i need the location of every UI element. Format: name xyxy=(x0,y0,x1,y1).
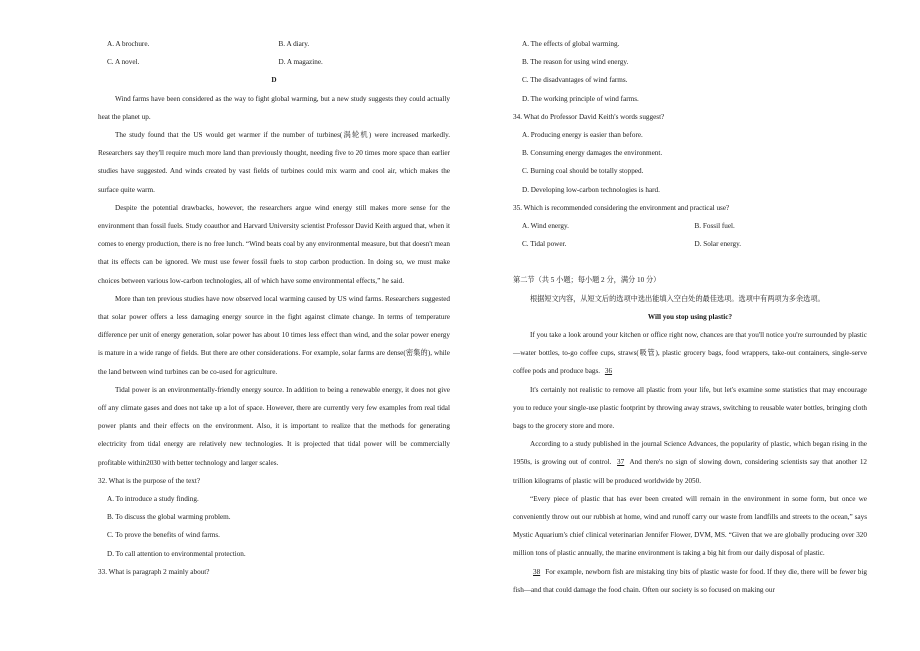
passage-paragraph-1: Wind farms have been considered as the way to fight global warming, but a new study suggests they could actually heat the planet up. xyxy=(98,94,450,121)
q31-options-row-2 xyxy=(98,53,450,71)
passage-paragraph-3: Despite the potential drawbacks, however, the researchers argue wind energy still makes more sense for the environment than fossil fuels. Study coauthor and Harvard University scientist Professor David Keith argued that, when it comes to energy production, there is no free lunch. “Wind beats coal by any environmental measure, but that doesn't mean that its effects can be ignored. We must use fewer fossil fuels to stop carbon production. In doing so, we must make choices between various low-carbon technologies, all of which have some environmental effects,” he said. xyxy=(98,203,450,285)
q33-option-a: A. The effects of global warming. xyxy=(522,40,620,48)
blank-37: 37 xyxy=(617,458,625,467)
q32-option-a: A. To introduce a study finding. xyxy=(107,495,199,504)
passage-paragraph-4: More than ten previous studies have now observed local warming caused by US wind farms. Researchers suggested that solar power offers a less damaging energy source in the fight against climate change. In terms of temperature difference per unit of energy generation, solar power has about 10 times less effect than wind, and the solar power energy is mature in a wide range of fields. But there are other considerations. For example, solar farms are dense(密集的), while the land between wind turbines can be co-used for agriculture. xyxy=(98,294,450,376)
passage-label: D xyxy=(271,76,277,85)
question-33: 33. What is paragraph 2 mainly about? xyxy=(98,567,210,576)
q32-option-d: D. To call attention to environmental protection. xyxy=(107,549,246,558)
q32-option-b: B. To discuss the global warming problem. xyxy=(107,513,231,522)
plastic-paragraph-1: If you take a look around your kitchen or office right now, chances are that you'll notice you're surrounded by plastic—water bottles, to-go coffee cups, straws(吸管), plastic grocery bags, food wrappers, take-out containers, single-serve coffee pods and produce bags. 36 xyxy=(513,331,867,376)
q35-options-row-2 xyxy=(513,235,867,253)
passage-paragraph-2: The study found that the US would get warmer if the number of turbines(涡轮机) were increased markedly. Researchers say they'll require much more land than previously thought, needing five to 20 times more space than earlier studies have suggested. And winds created by vast fields of turbines could mix warm and cool air, which makes the surface quite warm. xyxy=(98,131,450,194)
q35-option-d: D. Solar energy. xyxy=(694,240,742,249)
option-c: C. A novel. xyxy=(107,58,140,67)
plastic-paragraph-2: It's certainly not realistic to remove all plastic from your life, but let's examine some statistics that may encourage you to reduce your single-use plastic footprint by throwing away straws, switching to reusable water bottles, bringing cloth bags to the grocery store and more. xyxy=(513,385,867,431)
q35-option-c: C. Tidal power. xyxy=(522,240,567,249)
q33-option-d: D. The working principle of wind farms. xyxy=(522,94,639,103)
q34-option-a: A. Producing energy is easier than before. xyxy=(522,131,643,140)
plastic-paragraph-5: 38 For example, newborn fish are mistaking tiny bits of plastic waste for food. If they die, there will be fewer big fish—and that could damage the food chain. Often our society is so focused on making our xyxy=(513,567,867,594)
question-32: 32. What is the purpose of the text? xyxy=(98,476,201,485)
option-b: B. A diary. xyxy=(278,40,310,48)
q35-option-a: A. Wind energy. xyxy=(522,222,569,231)
q35-option-b: B. Fossil fuel. xyxy=(694,222,735,231)
q33-option-b: B. The reason for using wind energy. xyxy=(522,58,629,67)
option-d: D. A magazine. xyxy=(278,58,323,67)
q35-options-row-1 xyxy=(513,217,867,235)
question-35: 35. Which is recommended considering the environment and practical use? xyxy=(513,203,730,212)
plastic-paragraph-4: “Every piece of plastic that has ever been created will remain in the environment in some form, but once we conveniently throw out our rubbish at home, wind and runoff carry our waste from landfills and streets to the ocean,” says Mystic Aquarium's chief clinical veterinarian Jennifer Flower, DVM, MS. “Given that we are globally producing over 320 million tons of plastic annually, the marine environment is taking a big hit from our daily disposal of plastic. xyxy=(513,494,867,558)
q31-options-row-1 xyxy=(98,35,450,53)
section-instruction: 根据短文内容，从短文后的选项中选出能填入空白处的最佳选项。选项中有两项为多余选项。 xyxy=(530,294,825,303)
passage-paragraph-5: Tidal power is an environmentally-friendly energy source. In addition to being a renewable energy, it does not give off any climate gases and does not take up a lot of space. However, there are currently very few examples from real tidal power plants and their effects on the environment. Also, it is important to realize that the methods for generating electricity from tidal energy are relatively new technologies. It is projected that tidal power will be commercially profitable within2030 with better technology and larger scales. xyxy=(98,385,450,467)
section-heading: 第二节（共 5 小题；每小题 2 分，满分 10 分） xyxy=(513,276,661,285)
right-column xyxy=(513,35,867,599)
left-column xyxy=(98,35,450,581)
plastic-paragraph-3: According to a study published in the journal Science Advances, the popularity of plastic, which began rising in the 1950s, is growing out of control. 37 And there's no sign of slowing down, considering scientists say that another 12 trillion kilograms of plastic will be produced worldwide by 2050. xyxy=(513,440,868,485)
q34-option-c: C. Burning coal should be totally stopped. xyxy=(522,167,644,176)
q34-option-d: D. Developing low-carbon technologies is hard. xyxy=(522,185,660,194)
q32-option-c: C. To prove the benefits of wind farms. xyxy=(107,531,220,540)
question-34: 34. What do Professor David Keith's words suggest? xyxy=(513,112,665,121)
option-a: A. A brochure. xyxy=(107,40,150,48)
blank-36: 36 xyxy=(604,367,613,376)
blank-38: 38 xyxy=(533,567,541,576)
passage-title: Will you stop using plastic? xyxy=(647,312,733,321)
q33-option-c: C. The disadvantages of wind farms. xyxy=(522,76,628,85)
q34-option-b: B. Consuming energy damages the environment. xyxy=(522,149,663,158)
